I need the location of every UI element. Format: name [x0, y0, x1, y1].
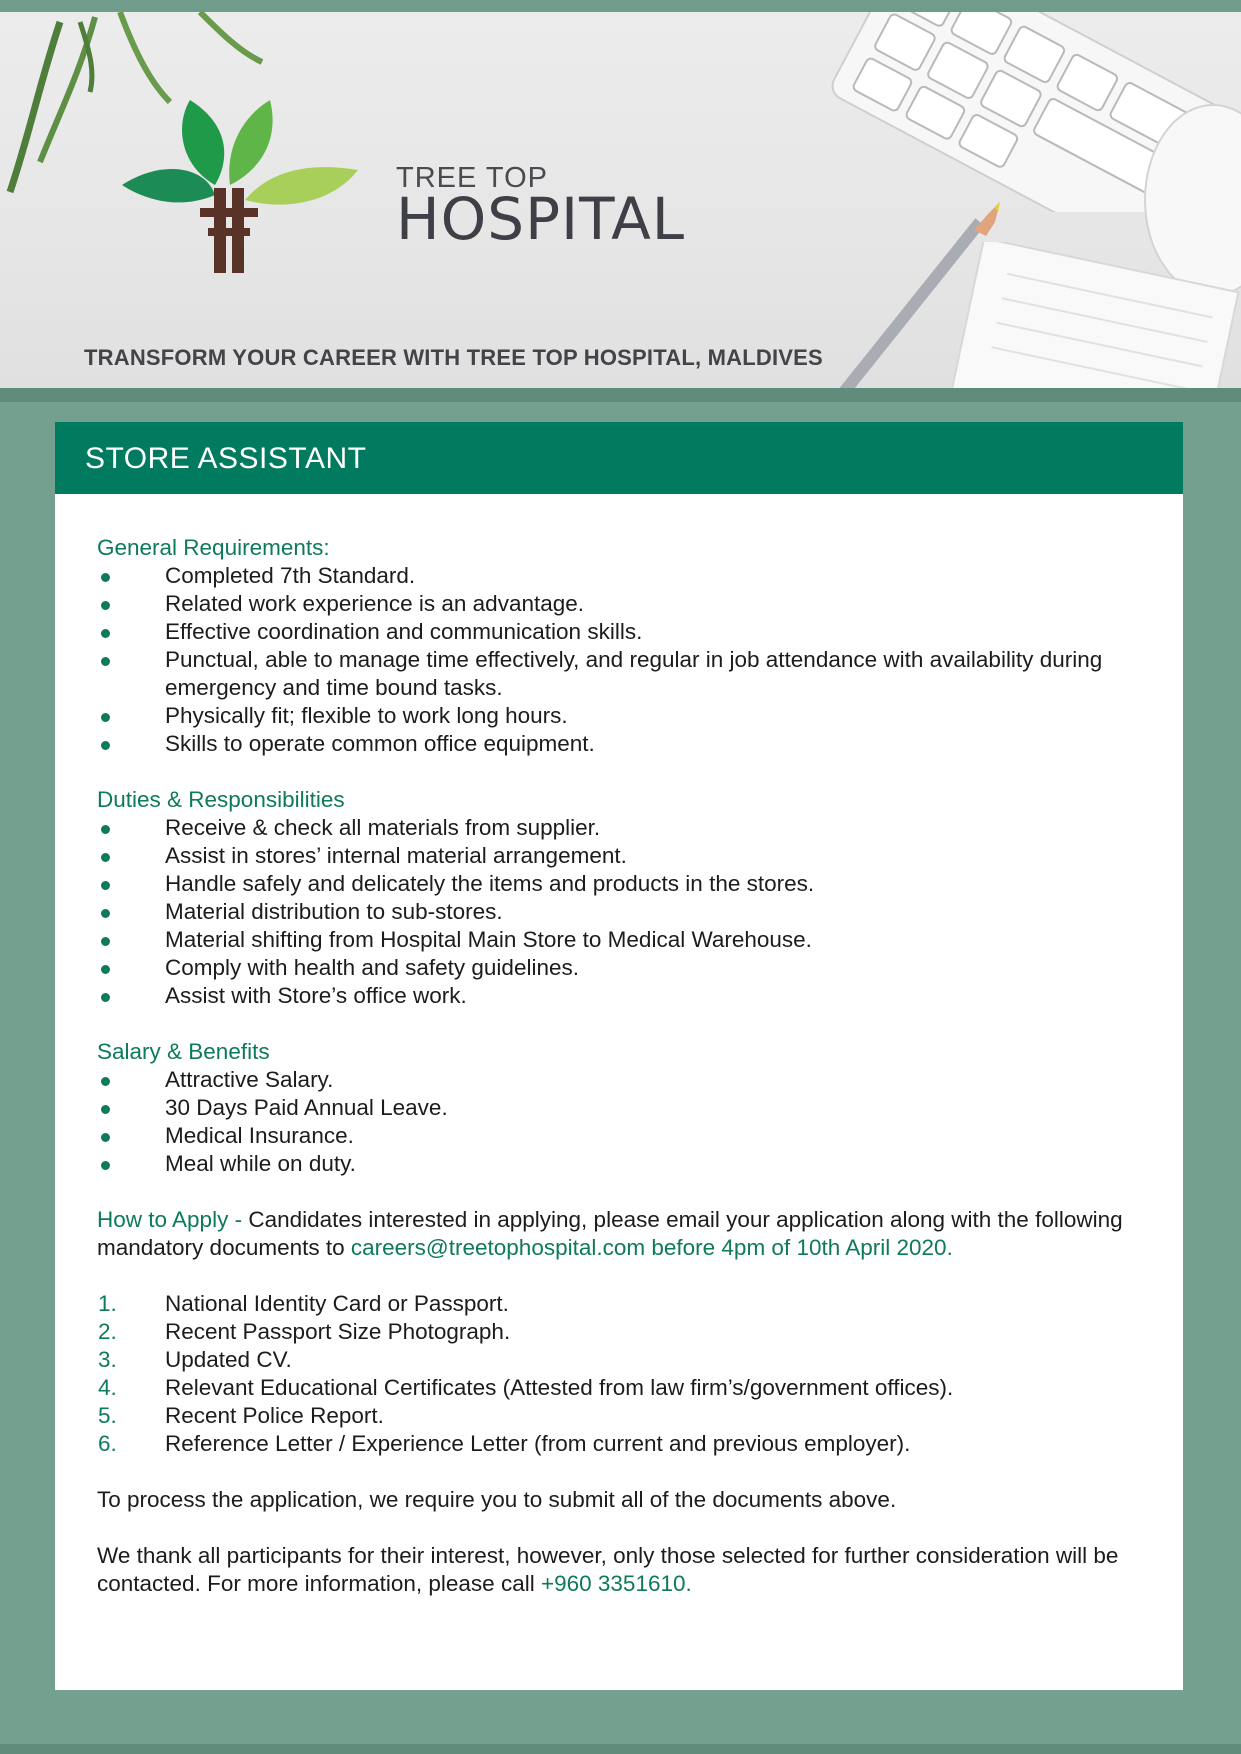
bullet-icon	[101, 909, 110, 918]
list-item: Material shifting from Hospital Main Store to Medical Warehouse.	[97, 926, 1137, 954]
bullet-icon	[101, 1133, 110, 1142]
tree-logo-icon	[120, 100, 370, 275]
pencil-decoration-icon	[830, 192, 1010, 388]
bullet-icon	[101, 825, 110, 834]
list-item: Attractive Salary.	[97, 1066, 1137, 1094]
brand-name-top: TREE TOP	[396, 162, 548, 194]
bullet-icon	[101, 937, 110, 946]
bullet-icon	[101, 713, 110, 722]
documents-list	[97, 1290, 1137, 1458]
bullet-icon	[101, 741, 110, 750]
list-item: 2. Recent Passport Size Photograph.	[98, 1319, 511, 1344]
bullet-icon	[101, 573, 110, 582]
banner-separator	[0, 388, 1241, 402]
list-item: 30 Days Paid Annual Leave.	[97, 1094, 1137, 1122]
duties-list	[97, 814, 1137, 1010]
thanks-paragraph	[97, 1542, 1137, 1598]
list-item: 5. Recent Police Report.	[98, 1403, 384, 1428]
salary-list	[97, 1066, 1137, 1178]
job-card	[55, 422, 1183, 1690]
general-requirements-heading: General Requirements:	[97, 535, 330, 560]
list-item: 4. Relevant Educational Certificates (Attested from law firm’s/government offices).	[98, 1375, 954, 1400]
list-item: Completed 7th Standard.	[97, 562, 1137, 590]
general-requirements-list	[97, 562, 1137, 758]
list-item: 6. Reference Letter / Experience Letter (from current and previous employer).	[98, 1431, 911, 1456]
bottom-strip	[0, 1744, 1241, 1754]
list-item: Comply with health and safety guidelines.	[97, 954, 1137, 982]
how-to-apply-text: Candidates interested in applying, please email your application along with the following mandatory documents to	[97, 1207, 1123, 1260]
bullet-icon	[101, 853, 110, 862]
list-item: Receive & check all materials from supplier.	[97, 814, 1137, 842]
list-item: Material distribution to sub-stores.	[97, 898, 1137, 926]
list-item: Assist with Store’s office work.	[97, 982, 1137, 1010]
duties-heading: Duties & Responsibilities	[97, 787, 345, 812]
top-strip	[0, 0, 1241, 12]
list-item: Meal while on duty.	[97, 1150, 1137, 1178]
bullet-icon	[101, 881, 110, 890]
list-item: Assist in stores’ internal material arrangement.	[97, 842, 1137, 870]
list-item: Punctual, able to manage time effectively, and regular in job attendance with availability during emergency and time bound tasks.	[97, 646, 1137, 702]
bullet-icon	[101, 965, 110, 974]
process-note: To process the application, we require you to submit all of the documents above.	[97, 1487, 897, 1512]
brand-name-main: HOSPITAL	[396, 185, 686, 253]
bullet-icon	[101, 1105, 110, 1114]
bullet-icon	[101, 1161, 110, 1170]
salary-heading: Salary & Benefits	[97, 1039, 270, 1064]
contact-phone-link[interactable]: +960 3351610.	[540, 1571, 692, 1596]
bullet-icon	[101, 993, 110, 1002]
list-item: Effective coordination and communication skills.	[97, 618, 1137, 646]
bullet-icon	[101, 629, 110, 638]
list-item: Physically fit; flexible to work long hours.	[97, 702, 1137, 730]
bullet-icon	[101, 657, 110, 666]
list-item: Related work experience is an advantage.	[97, 590, 1137, 618]
thanks-text: We thank all participants for their interest, however, only those selected for further consideration will be contacted. For more information, please call	[97, 1543, 1119, 1596]
job-title-bar	[55, 422, 1183, 494]
list-item: 3. Updated CV.	[98, 1347, 292, 1372]
job-content	[97, 534, 1137, 1598]
list-item: 1. National Identity Card or Passport.	[98, 1291, 509, 1316]
list-item: Medical Insurance.	[97, 1122, 1137, 1150]
how-to-apply-label: How to Apply -	[97, 1207, 249, 1232]
how-to-apply-paragraph	[97, 1206, 1137, 1262]
banner-tagline: TRANSFORM YOUR CAREER WITH TREE TOP HOSPITAL, MALDIVES	[84, 345, 823, 370]
list-item: Handle safely and delicately the items and products in the stores.	[97, 870, 1137, 898]
bullet-icon	[101, 601, 110, 610]
bullet-icon	[101, 1077, 110, 1086]
job-title: STORE ASSISTANT	[85, 442, 367, 475]
application-email-link[interactable]: careers@treetophospital.com before 4pm of 10th April 2020.	[350, 1235, 953, 1260]
banner	[0, 12, 1241, 388]
list-item: Skills to operate common office equipment.	[97, 730, 1137, 758]
